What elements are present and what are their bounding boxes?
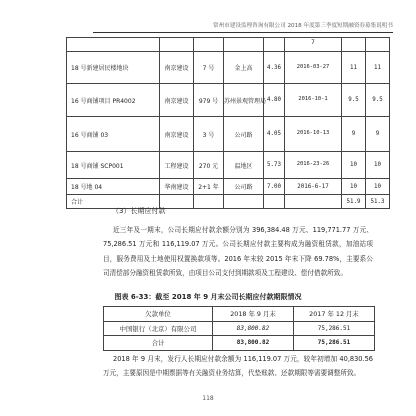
project-amount: 4.05 [264, 117, 285, 152]
payable-2017: 75,286.51 [294, 321, 375, 336]
project-partner [224, 38, 264, 52]
project-owner: 南京建设 [160, 84, 194, 117]
project-partner: 温地区 [224, 152, 264, 179]
project-owner [160, 38, 194, 52]
project-amount: 5.73 [264, 152, 285, 179]
total-2017: 75,286.51 [294, 336, 375, 351]
project-scale: 3 号 [194, 117, 224, 152]
page-number: 118 [202, 395, 214, 402]
project-period-1 [342, 38, 366, 52]
table-row [67, 152, 390, 179]
header-text: 常州市建设监理咨询有限公司 2018 年度第三季度短期融资券募集说明书 [212, 23, 393, 29]
table-row [67, 117, 390, 152]
column-header: 2018 年 9 月末 [213, 307, 294, 322]
project-date: 2016-10-1 [285, 84, 342, 117]
project-period-1: 10 [342, 179, 366, 195]
table-caption: 图表 6-33：截至 2018 年 9 月末公司长期应付款期限情况 [114, 293, 302, 301]
project-partner: 公司路 [224, 117, 264, 152]
project-name: 16 号商铺 03 [67, 117, 160, 152]
project-period-2: 9 [366, 117, 390, 152]
project-scale: 2+1 年 [194, 179, 224, 195]
project-owner: 工程建设 [160, 152, 194, 179]
section-heading: （3）长期应付款 [112, 207, 166, 215]
payable-table [103, 306, 375, 351]
project-date: 2016-6-17 [285, 179, 342, 195]
project-period-1: 10 [342, 152, 366, 179]
project-period-2: 9.5 [366, 84, 390, 117]
project-amount: 7.00 [264, 179, 285, 195]
project-owner: 南京建设 [160, 117, 194, 152]
project-partner: 公司路 [224, 179, 264, 195]
total-label: 合计 [104, 336, 213, 351]
project-period-1: 9.5 [342, 84, 366, 117]
paragraph-payable-change: 2018 年 9 月末，发行人长期应付款余额为 116,119.07 万元，较年初增加 40,830.56 万元，主要原因是中期票据等有关融资业务结算，代垫账款、还款期限等需要调整所致。 [103, 355, 373, 378]
project-period-1: 11 [342, 52, 366, 84]
project-owner: 华南建设 [160, 179, 194, 195]
table-header-row [104, 307, 375, 322]
project-date: 2016-23-26 [285, 152, 342, 179]
project-scale: 7 号 [194, 52, 224, 84]
project-scale: 979 号 [194, 84, 224, 117]
project-amount: 4.80 [264, 84, 285, 117]
project-scale [194, 38, 224, 52]
paragraph-payable-overview: 近三年及一期末，公司长期应付款余额分别为 396,384.48 万元、119,771.77 万元、75,286.51 万元和 116,119.07 万元。公司长期应付款主要构成为融资租赁款，加油站项目，服务费用及土地使用权置换款项等。2016 年末较 2015 年末下降 69.78%，主要系公司清偿部分融资租赁款所致，由项目公司支付到期款项及工程建设、偿付借款所致。 [103, 226, 373, 278]
project-date: 7 [285, 38, 342, 52]
project-table [66, 37, 390, 209]
column-header: 2017 年 12 月末 [294, 307, 375, 322]
total-period-2: 51.3 [366, 195, 390, 209]
page-header [93, 21, 393, 33]
project-partner: 金上高 [224, 52, 264, 84]
project-partner: 苏州景观管理局 [224, 84, 264, 117]
table-row [67, 38, 390, 52]
project-period-2 [366, 38, 390, 52]
project-name: 18 号商铺 SCP001 [67, 152, 160, 179]
column-header: 欠款单位 [104, 307, 213, 322]
project-period-1: 9 [342, 117, 366, 152]
project-period-2: 10 [366, 179, 390, 195]
table-row [104, 321, 375, 336]
project-name: 18 号地 04 [67, 179, 160, 195]
project-date: 2016-03-27 [285, 52, 342, 84]
total-label: 合计 [67, 195, 160, 209]
table-row [67, 179, 390, 195]
total-period-1: 51.9 [342, 195, 366, 209]
project-period-2: 11 [366, 52, 390, 84]
project-period-2: 10 [366, 152, 390, 179]
total-row [104, 336, 375, 351]
project-name: 16 号商铺项目 PR4002 [67, 84, 160, 117]
project-owner: 南京建设 [160, 52, 194, 84]
payable-2018: 83,800.82 [213, 321, 294, 336]
project-name [67, 38, 160, 52]
project-amount [264, 38, 285, 52]
project-name: 18 号新建居民楼地块 [67, 52, 160, 84]
project-amount: 4.36 [264, 52, 285, 84]
table-row [67, 52, 390, 84]
payable-unit: 中国银行（北京）有限公司 [104, 321, 213, 336]
table-row [67, 84, 390, 117]
total-2018: 83,800.82 [213, 336, 294, 351]
project-scale: 270 元 [194, 152, 224, 179]
project-date: 2016-10-13 [285, 117, 342, 152]
